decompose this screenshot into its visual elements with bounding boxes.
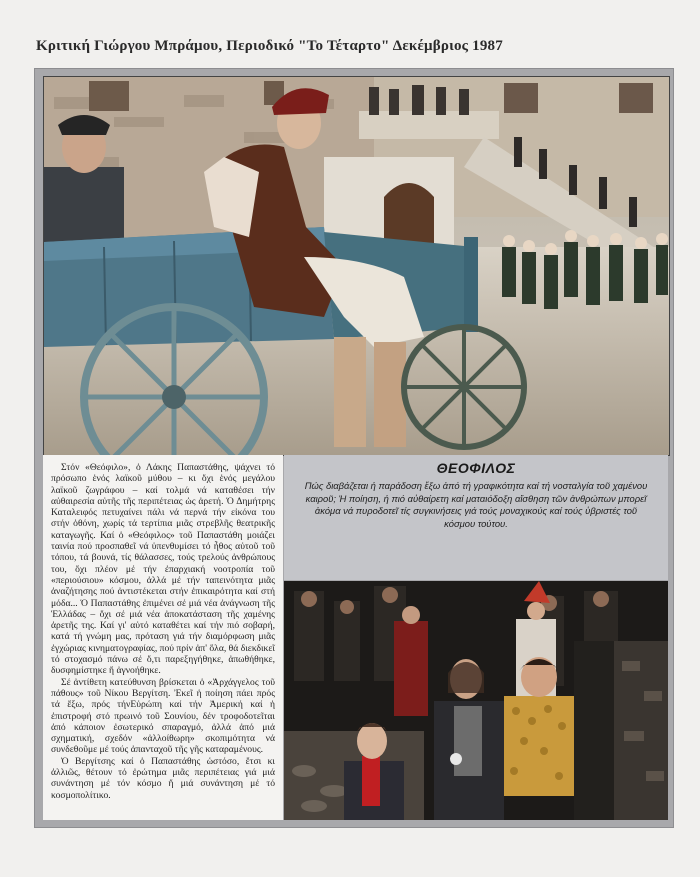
article-paragraph: Στόν «Θεόφιλο», ὁ Λάκης Παπαστάθης, ψάχνει τό πρόσωπο ἑνός λαϊκοῦ μύθου – κι ὄχι ἑνός μεγάλου λαϊκοῦ ζωγράφου – καί τολμά νά καταθέσει τήν αὐθαιρεσία αὐτῆς τῆς περιπέτειας ὡς ἀρετή. Ὁ Δημήτρης Καταλειφός πετυχαίνει πάλι νά περνά τήν εἰκόνα του στήν ὀθόνη, χωρίς τά τερτίπια μιᾶς στρεβλῆς θεατρικῆς καταγωγῆς. Καί ὁ «Θεόφιλος» τοῦ Παπαστάθη μοιάζει ταινία πού προσπαθεῖ νά ὑπενθυμίσει τό ἦθος αὐτοῦ τοῦ τόπου, τά βουνά, τίς θάλασσες, τούς τρελούς ἀνθρώπους του, ὄχι πλέον μέ τήν ἐπαρχιακή νοοτροπία τοῦ «περιούσιου» κόσμου, ἀλλά μέ τήν ταπεινότητα μιᾶς ἀναζήτησης πού ἀντιστέκεται στήν ἐπικαιρότητα καί στή μόδα... Ὁ Παπαστάθης ἐπιμένει σέ μιά νέα ἀνάγνωση τῆς Ἑλλάδας – ὄχι σέ μιά νέα ἀποκατάσταση τῆς χαμένης ἀρετῆς της. Καί γι' αὐτό καταθέτει καί τήν πιό σοβαρή, κατά τή γνώμη μας, πρόταση γιά τήν διαμόρφωση μιᾶς ἐγχώριας κινηματογραφίας, πού πρίν ἀπ' ὅλα, θά διεκδικεῖ τό στοχασμό πάνω σέ ὅ,τι παρεξηγήθηκε, ἀπωθήθηκε, δυσφημίστηκε ἤ ἀγνοήθηκε. — [51, 462, 275, 677]
cart-scene-illustration — [44, 77, 669, 455]
article-paragraph: Σέ ἀντίθετη κατεύθυνση βρίσκεται ὁ «Ἀρχάγγελος τοῦ πάθους» τοῦ Νίκου Βεργίτση. Ἐκεῖ ἡ ποίηση πάει πρός τά ἔξω, πρός τήνΕὐρώπη καί τήν Ἀμερική καί ἡ ἐπιστροφή στό πρωινό τοῦ Σουνίου, δέν τροφοδοτεῖται ἀπό κάποιον ἐσωτερικό σπαραγμό, ἀλλά ἀπό μιά σχηματική, σχεδόν «ἀλλοίθωρη» σκοπιμότητα νά συνδεθοῦμε μέ τούς ἀπανταχοῦ τῆς γῆς καταραμένους. — [51, 676, 275, 756]
article-body — [51, 462, 275, 801]
procession-scene-illustration — [284, 581, 668, 820]
caption-title: ΘΕΟΦΙΛΟΣ — [436, 460, 516, 476]
article-paragraph: Ὁ Βεργίτσης καί ὁ Παπαστάθης ὡστόσο, ἔτσι κι ἀλλιῶς, θέτουν τό ἐρώτημα μιᾶς περιπέτειας γιά μιά συνάντηση μέ τόν κόσμο ἤ μιά συνάντηση μέ τό κοσμοπολίτικο. — [51, 755, 275, 801]
caption-text: Πώς διαβάζεται ἡ παράδοση ἔξω ἀπό τή γραφικότητα καί τή νοσταλγία τοῦ χαμένου καιροῦ; Ἡ ποίηση, ἡ πιό αὐθαίρετη καί ματαιόδοξη αἴσθηση τῶν ἀνθρώπων μπορεῖ ἀκόμα νά πυροδοτεῖ τίς συγκινήσεις γιά τούς μοναχικούς καί τούς ὑβριστές τοῦ κόσμου τούτου. — [304, 480, 648, 529]
film-still-cart-scene — [43, 76, 670, 456]
page-header: Κριτική Γιώργου Μπράμου, Περιοδικό "Το Τέταρτο" Δεκέμβριος 1987 — [36, 38, 503, 54]
film-still-night-procession — [284, 581, 668, 820]
